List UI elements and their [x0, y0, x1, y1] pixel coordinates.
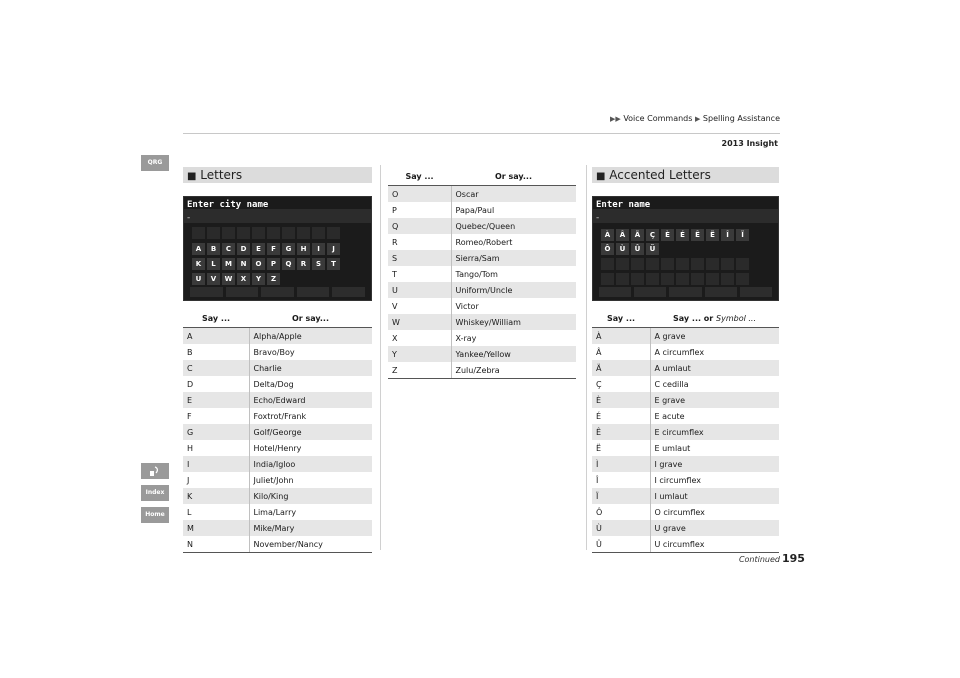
key[interactable]: H	[297, 243, 310, 255]
phrase-cell: Delta/Dog	[253, 379, 294, 389]
letter-cell: T	[388, 266, 451, 282]
table-row	[592, 456, 779, 472]
table-row	[388, 330, 576, 346]
table-row	[183, 440, 372, 456]
letter-cell: Û	[592, 536, 650, 553]
table-row	[183, 488, 372, 504]
phrase-cell: E umlaut	[654, 443, 691, 453]
index-button[interactable]: Index	[141, 485, 169, 501]
letter-cell: Q	[388, 218, 451, 234]
phrase-cell: X-ray	[455, 333, 477, 343]
model-label: 2013 Insight	[721, 139, 778, 148]
key-row-1	[192, 243, 340, 255]
table-row	[388, 298, 576, 314]
table-row	[183, 344, 372, 360]
table-row	[183, 472, 372, 488]
phrase-cell: Echo/Edward	[249, 392, 372, 408]
phrase-cell: O circumflex	[654, 507, 705, 517]
key[interactable]: Ï	[736, 229, 749, 241]
table-row	[592, 520, 779, 536]
col-say-or-symbol: Say ... or Symbol ...	[650, 309, 779, 328]
phrase-cell: U circumflex	[650, 536, 779, 553]
table-row	[388, 314, 576, 330]
letter-cell: V	[388, 298, 451, 314]
key[interactable]: Z	[267, 273, 280, 285]
key[interactable]: J	[327, 243, 340, 255]
screen-title: Enter city name	[187, 200, 269, 210]
key[interactable]: M	[222, 258, 235, 270]
phrase-cell: Hotel/Henry	[253, 443, 302, 453]
letters-table-a-n	[183, 309, 372, 553]
table-row	[592, 392, 779, 408]
phrase-cell: Kilo/King	[249, 488, 372, 504]
key[interactable]: À	[601, 229, 614, 241]
key-row-2	[192, 258, 340, 270]
key[interactable]: C	[222, 243, 235, 255]
toc-icon	[149, 465, 161, 477]
screen-title: Enter name	[596, 200, 651, 210]
function-key-row	[599, 287, 772, 297]
table-row	[388, 362, 576, 379]
phrase-cell: Golf/George	[249, 424, 372, 440]
phrase-cell: U grave	[650, 520, 779, 536]
key[interactable]: R	[297, 258, 310, 270]
letter-cell: N	[183, 536, 249, 553]
table-row	[183, 520, 372, 536]
key[interactable]: É	[676, 229, 689, 241]
screen-cursor: -	[187, 213, 191, 223]
accented-letters-table	[592, 309, 779, 553]
table-row	[592, 344, 779, 360]
table-row	[592, 472, 779, 488]
phrase-cell: Romeo/Robert	[455, 237, 513, 247]
phrase-cell: Zulu/Zebra	[451, 362, 576, 379]
letter-cell: Ë	[592, 440, 650, 456]
table-row	[592, 424, 779, 440]
phrase-cell: E grave	[650, 392, 779, 408]
table-row	[388, 218, 576, 234]
dim-key-row	[601, 273, 749, 285]
letter-cell: À	[592, 328, 650, 345]
key[interactable]: S	[312, 258, 325, 270]
table-row	[183, 360, 372, 376]
letter-cell: Ù	[592, 520, 650, 536]
table-row	[592, 328, 779, 345]
breadcrumb-spelling-assistance: Spelling Assistance	[702, 114, 780, 123]
letter-cell: S	[388, 250, 451, 266]
key[interactable]: Â	[616, 229, 629, 241]
key[interactable]: Ô	[601, 243, 614, 255]
letter-cell: I	[183, 456, 249, 472]
letter-cell: C	[183, 360, 249, 376]
key[interactable]: Û	[631, 243, 644, 255]
table-row	[592, 504, 779, 520]
header-divider	[183, 133, 780, 134]
col-or-say: Or say...	[451, 167, 576, 186]
key[interactable]: Ä	[631, 229, 644, 241]
phrase-cell: C cedilla	[654, 379, 689, 389]
phrase-cell: Foxtrot/Frank	[253, 411, 307, 421]
table-row	[388, 250, 576, 266]
key[interactable]: Ç	[646, 229, 659, 241]
table-row	[388, 186, 576, 203]
phrase-cell: India/Igloo	[249, 456, 372, 472]
letter-cell: A	[183, 328, 249, 345]
letters-table-o-z	[388, 167, 576, 379]
table-row	[183, 456, 372, 472]
table-row	[388, 266, 576, 282]
phrase-cell: Oscar	[451, 186, 576, 203]
letter-cell: B	[183, 344, 249, 360]
name-entry-screen	[592, 196, 779, 301]
key[interactable]: I	[312, 243, 325, 255]
key[interactable]: W	[222, 273, 235, 285]
function-key-row	[190, 287, 365, 297]
dim-key-row	[192, 227, 340, 239]
phrase-cell: A circumflex	[654, 347, 705, 357]
page-number: 195	[782, 552, 805, 565]
key[interactable]: E	[252, 243, 265, 255]
key[interactable]: T	[327, 258, 340, 270]
phrase-cell: Papa/Paul	[455, 205, 495, 215]
table-row	[388, 202, 576, 218]
table-row	[592, 440, 779, 456]
table-row	[592, 376, 779, 392]
phrase-cell: Sierra/Sam	[451, 250, 576, 266]
letters-heading: ■ Letters	[183, 167, 372, 183]
phrase-cell: Victor	[455, 301, 479, 311]
key[interactable]: È	[661, 229, 674, 241]
key[interactable]: Ù	[616, 243, 629, 255]
table-row	[183, 536, 372, 553]
letter-cell: K	[183, 488, 249, 504]
letter-cell: Î	[592, 472, 650, 488]
dim-key-row	[601, 258, 749, 270]
letter-cell: È	[592, 392, 650, 408]
table-row	[183, 376, 372, 392]
phrase-cell: Lima/Larry	[253, 507, 297, 517]
phrase-cell: I umlaut	[650, 488, 779, 504]
letter-cell: D	[183, 376, 249, 392]
col-say: Say ...	[183, 309, 249, 328]
table-row	[183, 424, 372, 440]
column-divider	[586, 165, 587, 550]
letter-cell: G	[183, 424, 249, 440]
key[interactable]: G	[282, 243, 295, 255]
letter-cell: Ì	[592, 456, 650, 472]
letter-cell: Ç	[592, 376, 650, 392]
accent-key-row-2	[601, 243, 659, 255]
key[interactable]: P	[267, 258, 280, 270]
column-divider	[380, 165, 381, 550]
toc-button[interactable]	[141, 463, 169, 479]
letter-cell: O	[388, 186, 451, 203]
key-row-3	[192, 273, 280, 285]
key[interactable]: F	[267, 243, 280, 255]
breadcrumb-voice-commands[interactable]: Voice Commands	[623, 114, 693, 123]
home-button[interactable]: Home	[141, 507, 169, 523]
table-row	[592, 488, 779, 504]
letter-cell: W	[388, 314, 451, 330]
letter-cell: H	[183, 440, 249, 456]
key[interactable]: Y	[252, 273, 265, 285]
key[interactable]: O	[252, 258, 265, 270]
phrase-cell: A umlaut	[650, 360, 779, 376]
col-say: Say ...	[388, 167, 451, 186]
square-bullet-icon: ■	[596, 171, 606, 182]
key[interactable]: A	[192, 243, 205, 255]
letter-cell: M	[183, 520, 249, 536]
letter-cell: Â	[592, 344, 650, 360]
col-say: Say ...	[592, 309, 650, 328]
key[interactable]: Ü	[646, 243, 659, 255]
key[interactable]: U	[192, 273, 205, 285]
table-row	[592, 536, 779, 553]
phrase-cell: Mike/Mary	[249, 520, 372, 536]
phrase-cell: E circumflex	[650, 424, 779, 440]
key[interactable]: K	[192, 258, 205, 270]
phrase-cell: Juliet/John	[253, 475, 294, 485]
city-name-screen	[183, 196, 372, 301]
phrase-cell: Yankee/Yellow	[451, 346, 576, 362]
col-or-say: Or say...	[249, 309, 372, 328]
key[interactable]: Ê	[691, 229, 704, 241]
table-row	[183, 408, 372, 424]
letter-cell: J	[183, 472, 249, 488]
letter-cell: U	[388, 282, 451, 298]
phrase-cell: E acute	[654, 411, 685, 421]
table-row	[388, 234, 576, 250]
table-row	[183, 504, 372, 520]
phrase-cell: Bravo/Boy	[253, 347, 295, 357]
table-row	[592, 360, 779, 376]
screen-cursor: -	[596, 213, 600, 223]
table-row	[183, 392, 372, 408]
key[interactable]: Î	[721, 229, 734, 241]
key[interactable]: B	[207, 243, 220, 255]
key[interactable]: X	[237, 273, 250, 285]
key[interactable]: Q	[282, 258, 295, 270]
letter-cell: X	[388, 330, 451, 346]
key[interactable]: L	[207, 258, 220, 270]
key[interactable]: N	[237, 258, 250, 270]
phrase-cell: A grave	[650, 328, 779, 345]
letter-cell: Ä	[592, 360, 650, 376]
breadcrumb	[560, 114, 780, 123]
qrg-button[interactable]: QRG	[141, 155, 169, 171]
table-row	[183, 328, 372, 345]
letter-cell: Ï	[592, 488, 650, 504]
phrase-cell: Charlie	[249, 360, 372, 376]
key[interactable]: Ë	[706, 229, 719, 241]
phrase-cell: Alpha/Apple	[249, 328, 372, 345]
letter-cell: Ê	[592, 424, 650, 440]
letter-cell: E	[183, 392, 249, 408]
continued-label: Continued	[738, 555, 780, 564]
accented-letters-heading: ■ Accented Letters	[592, 167, 779, 183]
letter-cell: É	[592, 408, 650, 424]
key[interactable]: D	[237, 243, 250, 255]
letter-cell: L	[183, 504, 249, 520]
phrase-cell: Tango/Tom	[455, 269, 498, 279]
phrase-cell: Quebec/Queen	[451, 218, 576, 234]
letter-cell: R	[388, 234, 451, 250]
letter-cell: P	[388, 202, 451, 218]
phrase-cell: I circumflex	[654, 475, 701, 485]
table-row	[592, 408, 779, 424]
letter-cell: Z	[388, 362, 451, 379]
square-bullet-icon: ■	[187, 171, 197, 182]
phrase-cell: I grave	[650, 456, 779, 472]
phrase-cell: Whiskey/William	[451, 314, 576, 330]
accent-key-row-1	[601, 229, 749, 241]
phrase-cell: November/Nancy	[249, 536, 372, 553]
letter-cell: Ô	[592, 504, 650, 520]
table-row	[388, 346, 576, 362]
key[interactable]: V	[207, 273, 220, 285]
phrase-cell: Uniform/Uncle	[451, 282, 576, 298]
letter-cell: F	[183, 408, 249, 424]
table-row	[388, 282, 576, 298]
breadcrumb-arrow-icon: ▶	[694, 115, 701, 123]
letter-cell: Y	[388, 346, 451, 362]
breadcrumb-arrow-icon: ▶▶	[609, 115, 621, 123]
